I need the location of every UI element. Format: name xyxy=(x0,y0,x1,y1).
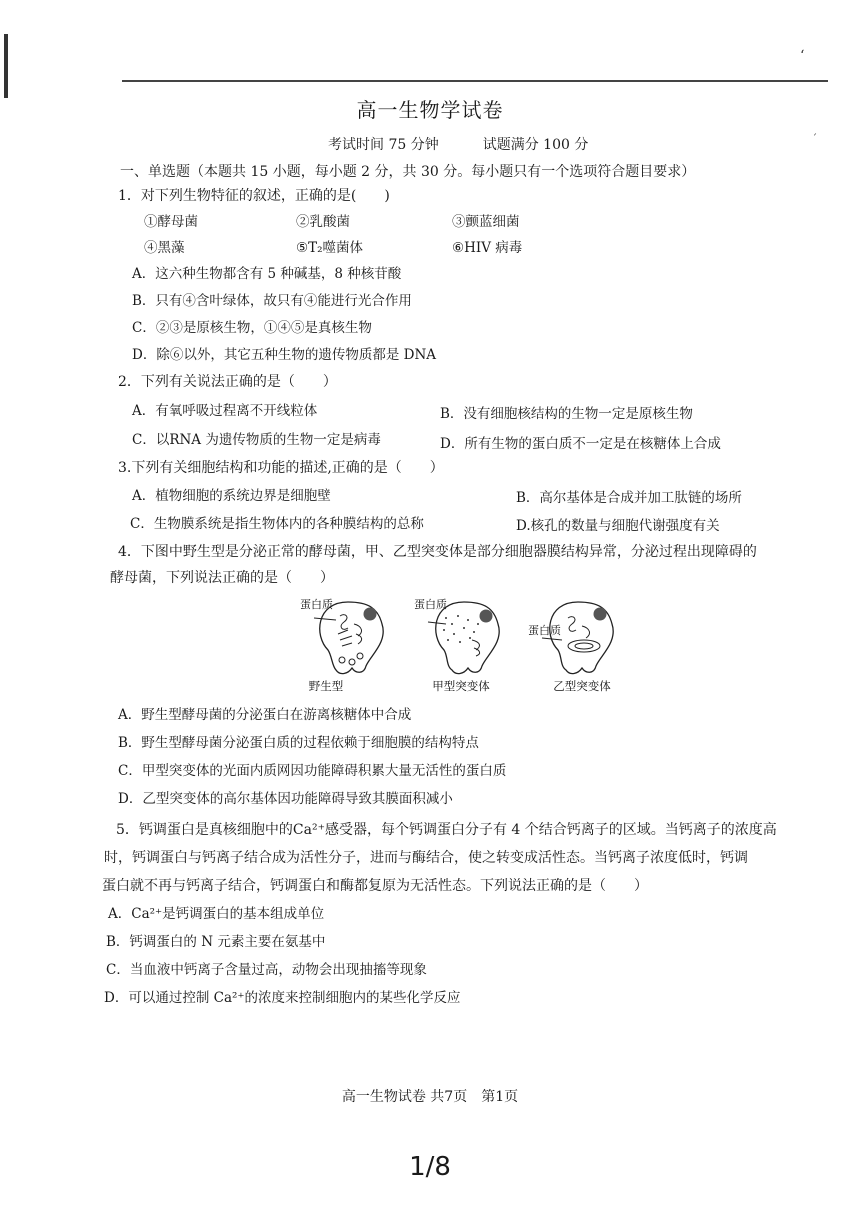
q5-option-b: B．钙调蛋白的 N 元素主要在氨基中 xyxy=(106,934,326,950)
protein-label: 蛋白质 xyxy=(414,598,447,611)
q5-option-a: A．Ca²⁺是钙调蛋白的基本组成单位 xyxy=(108,906,325,922)
type-b-mutant-cell xyxy=(542,602,613,693)
q1-stem: 1．对下列生物特征的叙述，正确的是( ) xyxy=(118,188,390,204)
q3-stem: 3.下列有关细胞结构和功能的描述,正确的是（ ） xyxy=(118,460,444,476)
q2-stem: 2．下列有关说法正确的是（ ） xyxy=(118,374,337,390)
q1-option-b: B．只有④含叶绿体，故只有④能进行光合作用 xyxy=(132,293,412,309)
q4-stem: 4．下图中野生型是分泌正常的酵母菌，甲、乙型突变体是部分细胞器膜结构异常，分泌过程出现障碍的 xyxy=(118,544,757,560)
q3-option-d: D.核孔的数量与细胞代谢强度有关 xyxy=(516,518,720,534)
q1-organism: ②乳酸菌 xyxy=(296,214,350,230)
page-indicator: 1/8 xyxy=(409,1152,451,1182)
q3-option-b: B．高尔基体是合成并加工肽链的场所 xyxy=(516,490,742,506)
section-heading: 一、单选题（本题共 15 小题，每小题 2 分，共 30 分。每小题只有一个选项符合题目要求） xyxy=(120,164,696,180)
header-rule xyxy=(122,80,828,82)
q1-organism: ①酵母菌 xyxy=(144,214,198,230)
scan-speck: ˊ xyxy=(812,134,817,145)
exam-time: 考试时间 75 分钟 xyxy=(328,137,439,153)
q1-organism: ③颤蓝细菌 xyxy=(452,214,520,230)
scan-speck: ʻ xyxy=(800,48,805,64)
exam-meta xyxy=(328,134,588,154)
q1-option-a: A．这六种生物都含有 5 种碱基，8 种核苷酸 xyxy=(132,266,402,282)
caption-type-b: 乙型突变体 xyxy=(553,679,611,693)
secretion-mutant-figure xyxy=(296,594,636,694)
q4-stem-cont: 酵母菌，下列说法正确的是（ ） xyxy=(110,570,334,586)
type-a-mutant-cell xyxy=(428,602,499,693)
page-title: 高一生物学试卷 xyxy=(356,98,504,122)
q1-organism: ④黑藻 xyxy=(144,240,185,256)
q5-option-d: D．可以通过控制 Ca²⁺的浓度来控制细胞内的某些化学反应 xyxy=(104,990,461,1006)
q4-option-a: A．野生型酵母菌的分泌蛋白在游离核糖体中合成 xyxy=(118,707,412,723)
q2-option-b: B．没有细胞核结构的生物一定是原核生物 xyxy=(440,406,693,422)
caption-wild-type: 野生型 xyxy=(308,679,344,693)
q5-stem-cont: 时，钙调蛋白与钙离子结合成为活性分子，进而与酶结合，使之转变成活性态。当钙离子浓度低时，钙调 xyxy=(104,850,748,866)
q3-option-a: A．植物细胞的系统边界是细胞壁 xyxy=(132,488,331,504)
scan-edge-mark xyxy=(4,34,8,98)
q3-option-c: C．生物膜系统是指生物体内的各种膜结构的总称 xyxy=(130,516,424,532)
q4-option-b: B．野生型酵母菌分泌蛋白质的过程依赖于细胞膜的结构特点 xyxy=(118,735,479,751)
q1-organism: ⑥HIV 病毒 xyxy=(452,240,523,256)
q1-option-c: C．②③是原核生物，①④⑤是真核生物 xyxy=(132,320,372,336)
q1-organism: ⑤T₂噬菌体 xyxy=(296,240,364,256)
page-footer: 高一生物试卷 共7页 第1页 xyxy=(341,1089,519,1105)
q4-option-c: C．甲型突变体的光面内质网因功能障碍积累大量无活性的蛋白质 xyxy=(118,763,507,779)
q2-option-c: C．以RNA 为遗传物质的生物一定是病毒 xyxy=(132,432,381,448)
protein-label: 蛋白质 xyxy=(528,624,561,637)
caption-type-a: 甲型突变体 xyxy=(432,679,490,693)
protein-label: 蛋白质 xyxy=(300,598,333,611)
full-score: 试题满分 100 分 xyxy=(482,137,589,153)
q4-option-d: D．乙型突变体的高尔基体因功能障碍导致其膜面积减小 xyxy=(118,791,453,807)
q5-stem-cont: 蛋白就不再与钙离子结合，钙调蛋白和酶都复原为无活性态。下列说法正确的是（ ） xyxy=(102,878,648,894)
q1-option-d: D．除⑥以外，其它五种生物的遗传物质都是 DNA xyxy=(132,347,436,363)
q5-option-c: C．当血液中钙离子含量过高，动物会出现抽搐等现象 xyxy=(106,962,427,978)
q5-stem: 5．钙调蛋白是真核细胞中的Ca²⁺感受器，每个钙调蛋白分子有 4 个结合钙离子的区域。当钙离子的浓度高 xyxy=(116,822,777,838)
q2-option-d: D．所有生物的蛋白质不一定是在核糖体上合成 xyxy=(440,436,721,452)
q2-option-a: A．有氧呼吸过程离不开线粒体 xyxy=(132,403,318,419)
wild-type-cell xyxy=(309,602,383,693)
